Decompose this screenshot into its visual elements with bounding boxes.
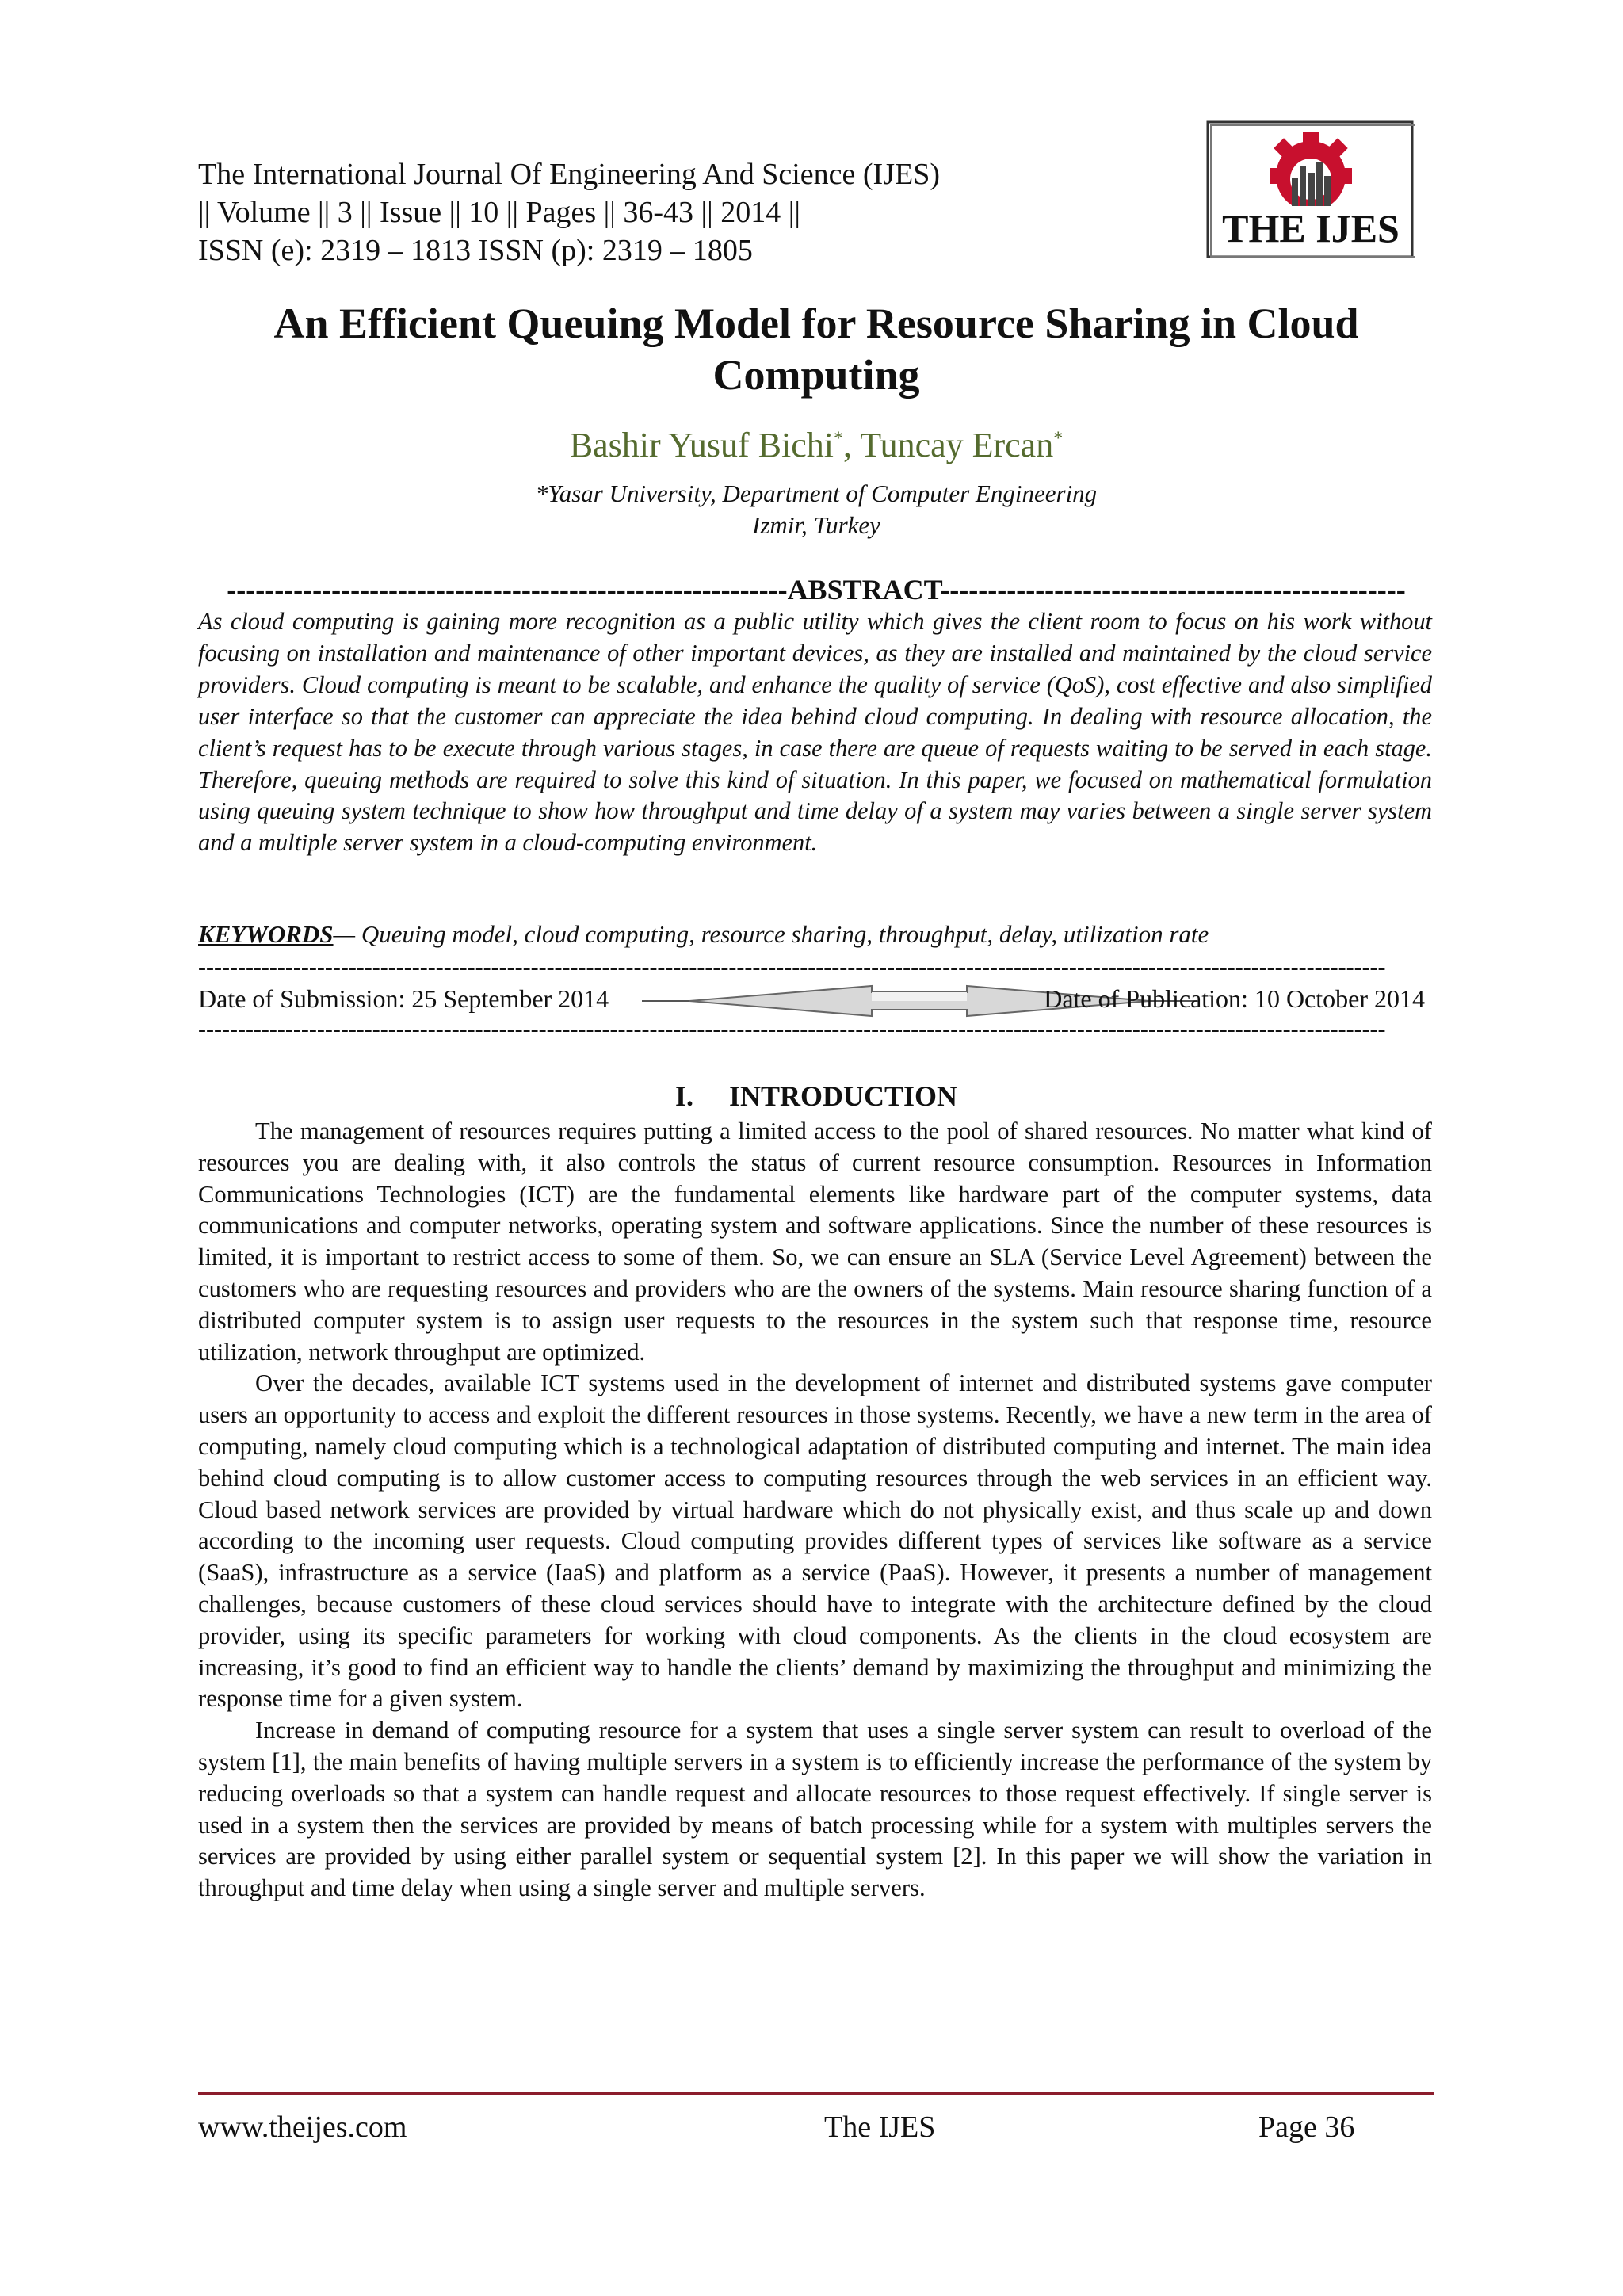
- abstract-heading: [198, 572, 1434, 607]
- paragraph: Increase in demand of computing resource for a system that uses a single server system can result to overload of the system [1], the main benefits of having multiple servers in a system is to efficiently increase the performance of the system by reducing overloads so that a system can handle request and allocate resources to those request effectively. If single server is used in a system then the services are provided by means of batch processing while for a system with multiples servers the services are provided by using either parallel system or sequential system [2]. In this paper we will show the variation in throughput and time delay when using a single server and multiple servers.: [198, 1717, 1432, 1902]
- separator-dashes: ------------------------------------------------------------------------------------------------------------------------------------------------------: [198, 956, 1386, 980]
- footer-website: www.theijes.com: [198, 2111, 407, 2144]
- section-heading: I. INTRODUCTION: [674, 1080, 958, 1112]
- keywords: [198, 920, 1434, 949]
- author-separator: ,: [843, 426, 861, 464]
- paragraph: The management of resources requires putting a limited access to the pool of shared resources. No matter what kind of resources you are dealing with, it also controls the status of current resource consumption. Resources in Information Communications Technologies (ICT) are the fundamental elements like hardware part of the computer systems, data communications and computer networks, operating system and software applications. Since the number of these resources is limited, it is important to restrict access to some of them. So, we can ensure an SLA (Service Level Agreement) between the customers who are requesting resources and providers who are the owners of the systems. Main resource sharing function of a distributed computer system is to assign user requests to the resources in the system such that response time, resource utilization, network throughput are optimized.: [198, 1117, 1432, 1366]
- volume-info: || Volume || 3 || Issue || 10 || Pages || 36-43 || 2014 ||: [198, 196, 800, 229]
- publication-date: Date of Publication: 10 October 2014: [1044, 984, 1425, 1013]
- footer-journal: The IJES: [824, 2111, 936, 2144]
- abstract-rule-left: -----------------------------------------------------------: [227, 574, 788, 606]
- journal-header: [198, 155, 940, 269]
- section-body: [198, 1116, 1432, 1904]
- affiliation-city: Izmir, Turkey: [752, 511, 880, 539]
- author-line: [198, 425, 1434, 465]
- submission-date: Date of Submission: 25 September 2014: [198, 984, 609, 1013]
- ijes-logo: [1206, 120, 1415, 259]
- affiliation: [198, 478, 1434, 541]
- footer-page-number: Page 36: [1258, 2111, 1355, 2144]
- abstract-text: As cloud computing is gaining more recognition as a public utility which gives the client room to focus on his work without focusing on installation and maintenance of other important devices, as they are installed and maintained by the cloud service providers. Cloud computing is meant to be scalable, and enhance the quality of service (QoS), cost effective and also simplified user interface so that the customer can appreciate the idea behind cloud computing. In dealing with resource allocation, the client’s request has to be execute through various stages, in case there are queue of requests waiting to be served in each stage. Therefore, queuing methods are required to solve this kind of situation. In this paper, we focused on mathematical formulation using queuing system technique to show how throughput and time delay of a system may varies between a single server system and a multiple server system in a cloud-computing environment.: [198, 608, 1432, 857]
- issn-info: ISSN (e): 2319 – 1813 ISSN (p): 2319 – 1805: [198, 234, 753, 267]
- paragraph: Over the decades, available ICT systems used in the development of internet and distributed systems gave computer users an opportunity to access and exploit the different resources in those systems. Recently, we have a new term in the area of computing, namely cloud computing which is a technological adaptation of distributed computing and internet. The main idea behind cloud computing is to allow customer access to computing resources through the web services in an efficient way. Cloud based network services are provided by virtual hardware which do not physically exist, and thus scale up and down according to the incoming user requests. Cloud computing provides different types of services like software as a service (SaaS), infrastructure as a service (IaaS) and platform as a service (PaaS). However, it presents a number of management challenges, because customers of these cloud services should have to integrate with the architecture defined by the cloud provider, using its specific parameters for working with cloud components. As the clients in the cloud ecosystem are increasing, it’s good to find an efficient way to handle the clients’ demand by maximizing the throughput and minimizing the response time for a given system.: [198, 1370, 1432, 1713]
- keywords-label: KEYWORDS: [198, 920, 334, 948]
- keywords-text: — Queuing model, cloud computing, resource sharing, throughput, delay, utilization rate: [333, 920, 1209, 948]
- affiliation-dept: *Yasar University, Department of Computer Engineering: [535, 479, 1098, 507]
- separator-dashes: ------------------------------------------------------------------------------------------------------------------------------------------------------: [198, 1018, 1386, 1041]
- footer-rule: [198, 2092, 1434, 2095]
- author-name: Tuncay Ercan: [860, 426, 1054, 464]
- abstract-label: ABSTRACT: [787, 574, 941, 606]
- author-mark: *: [834, 428, 844, 449]
- author-mark: *: [1053, 428, 1064, 449]
- logo-text: THE IJES: [1222, 206, 1400, 250]
- abstract-rule-right: -------------------------------------------------: [940, 574, 1406, 606]
- dates-bar: [198, 981, 1425, 1021]
- journal-name: The International Journal Of Engineering And Science (IJES): [198, 158, 940, 191]
- author-name: Bashir Yusuf Bichi: [569, 426, 834, 464]
- paper-title: An Efficient Queuing Model for Resource Sharing in Cloud Computing: [273, 300, 1359, 399]
